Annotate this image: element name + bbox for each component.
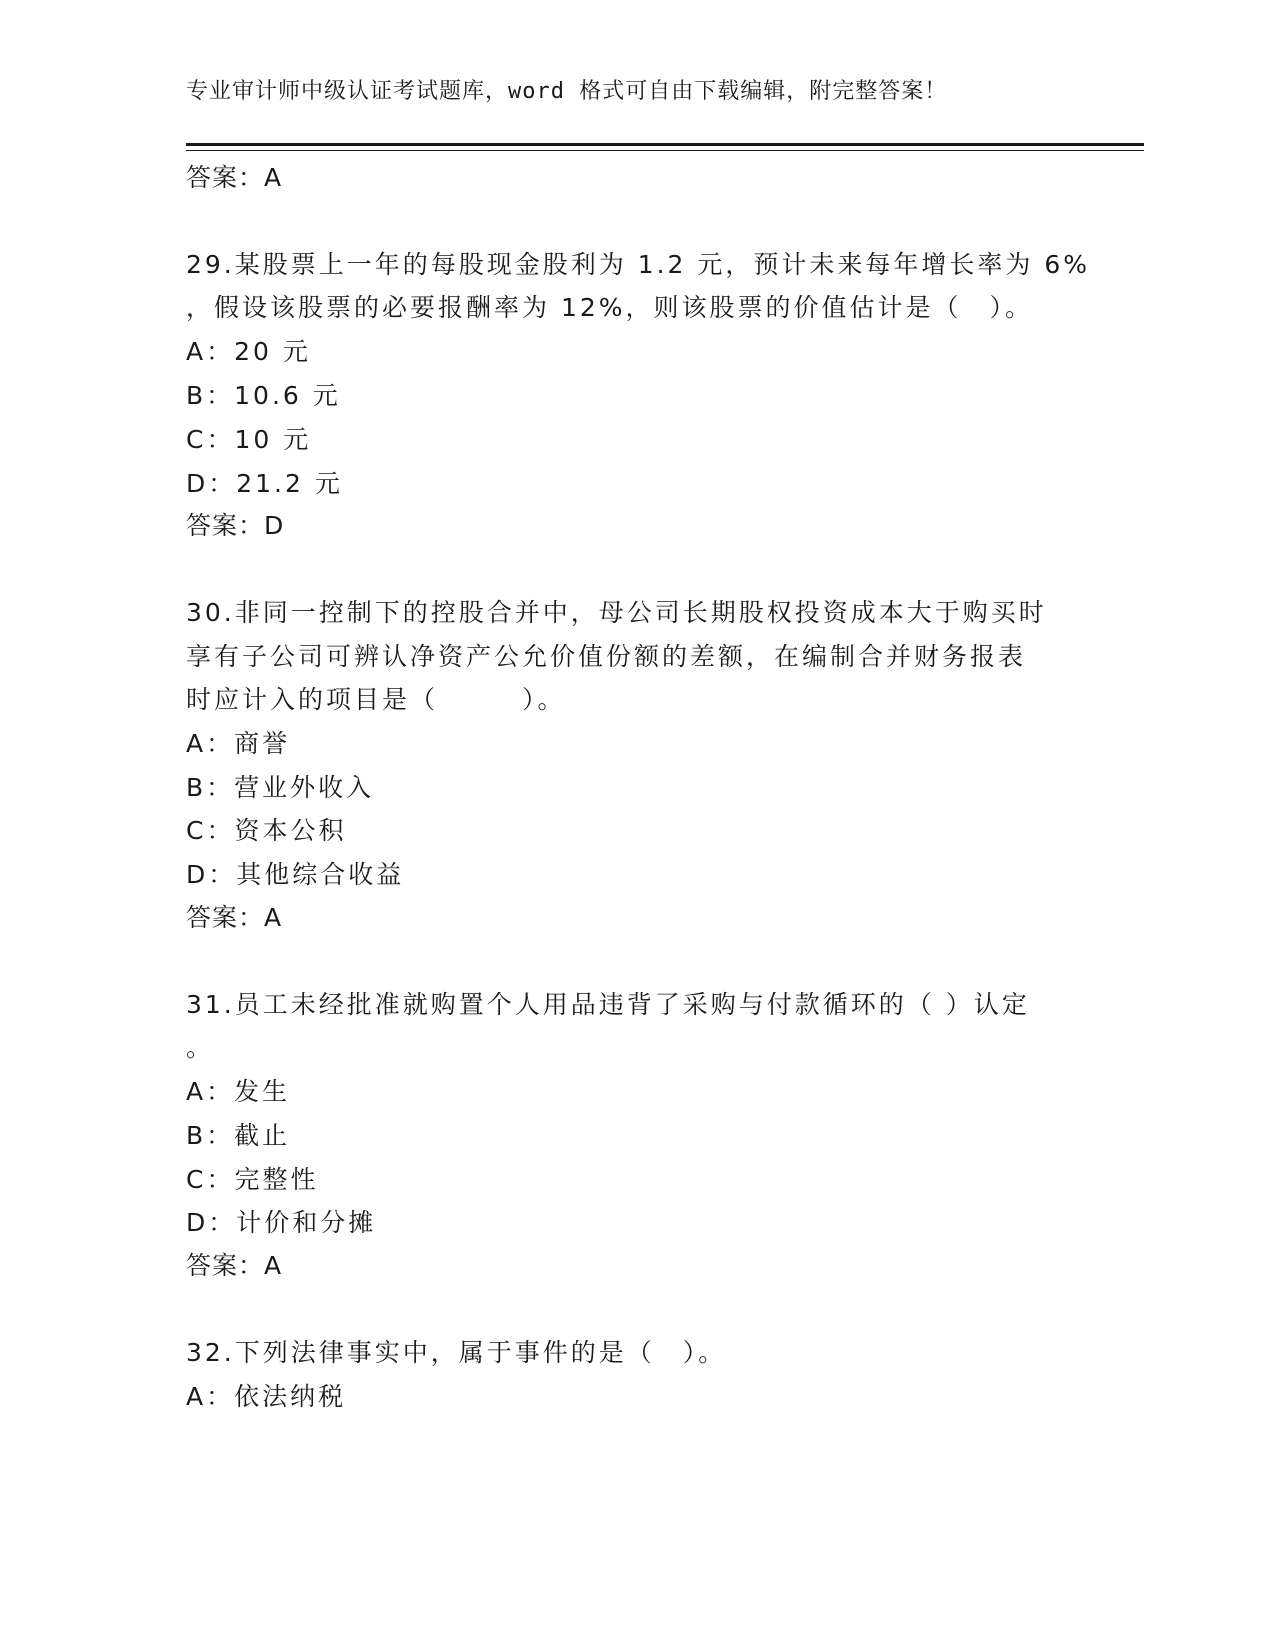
question-29-option-b: B：10.6 元 (186, 381, 341, 410)
header-rule-thin (186, 150, 1144, 151)
question-31-option-d: D：计价和分摊 (186, 1208, 377, 1237)
question-30-option-d: D：其他综合收益 (186, 860, 405, 889)
question-30-answer: 答案：A (186, 903, 283, 932)
question-31-line-2: 。 (186, 1033, 215, 1062)
question-29-option-c: C：10 元 (186, 425, 312, 454)
question-31-answer: 答案：A (186, 1251, 283, 1280)
question-31-option-b: B：截止 (186, 1121, 291, 1150)
question-30-line-2: 享有子公司可辨认净资产公允价值份额的差额，在编制合并财务报表 (186, 642, 1027, 671)
question-30-option-b: B：营业外收入 (186, 773, 375, 802)
question-30-option-c: C：资本公积 (186, 816, 347, 845)
page-header: 专业审计师中级认证考试题库，word 格式可自由下载编辑，附完整答案！ (186, 79, 948, 104)
question-29-line-2: ，假设该股票的必要报酬率为 12%，则该股票的价值估计是（ ）。 (186, 293, 1034, 322)
question-31-line-1: 31.员工未经批准就购置个人用品违背了采购与付款循环的（ ）认定 (186, 990, 1030, 1019)
question-30-option-a: A：商誉 (186, 729, 291, 758)
question-29-option-d: D：21.2 元 (186, 469, 343, 498)
question-29-line-1: 29.某股票上一年的每股现金股利为 1.2 元，预计未来每年增长率为 6% (186, 250, 1091, 279)
question-29-answer: 答案：D (186, 511, 285, 540)
question-32-line-1: 32.下列法律事实中，属于事件的是（ ）。 (186, 1338, 727, 1367)
question-29-option-a: A：20 元 (186, 337, 311, 366)
question-30-line-1: 30.非同一控制下的控股合并中，母公司长期股权投资成本大于购买时 (186, 598, 1047, 627)
question-32-option-a: A：依法纳税 (186, 1382, 347, 1411)
question-31-option-a: A：发生 (186, 1077, 291, 1106)
answer-line: 答案：A (186, 163, 283, 192)
question-31-option-c: C：完整性 (186, 1165, 319, 1194)
header-rule-thick (186, 143, 1144, 146)
question-30-line-3: 时应计入的项目是（ ）。 (186, 685, 566, 714)
